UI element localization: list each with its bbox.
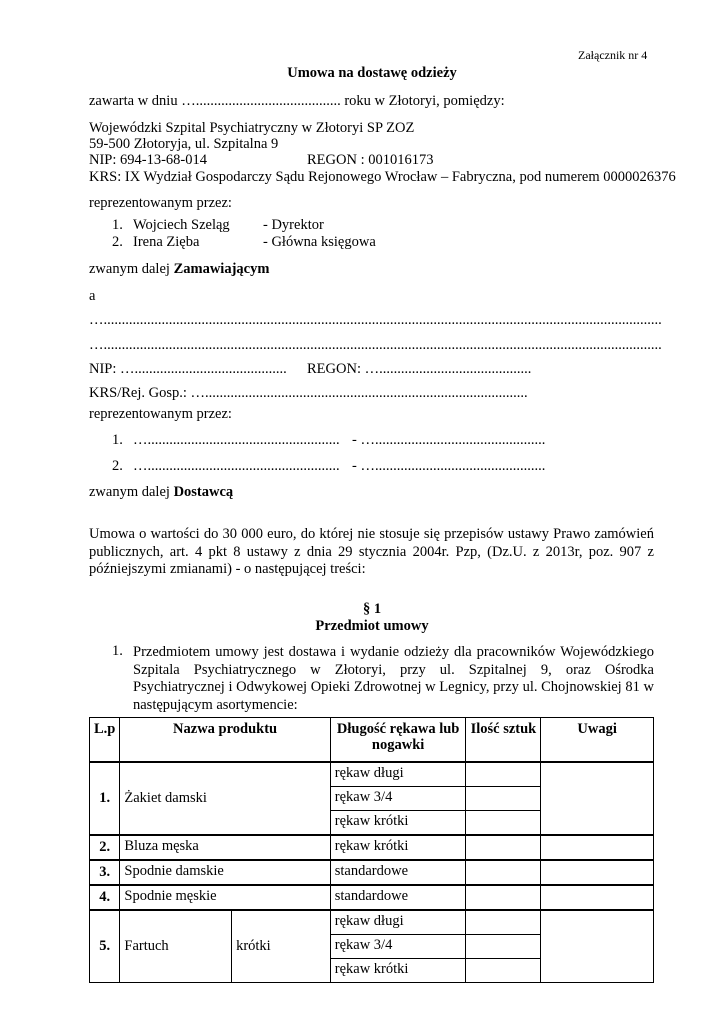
party2-rep-num: 1. xyxy=(112,432,123,448)
party1-address: 59-500 Złotoryja, ul. Szpitalna 9 xyxy=(89,136,279,152)
row-variant: standardowe xyxy=(330,860,466,885)
row-product-name: Spodnie męskie xyxy=(120,885,330,910)
party1-rep-role: - Główna księgowa xyxy=(263,234,376,250)
quantity-cell[interactable] xyxy=(466,935,541,959)
party2-nip: NIP: ….......................................... xyxy=(89,361,287,377)
party2-called xyxy=(89,485,233,501)
row-product-name: Fartuch xyxy=(120,910,232,983)
row-product-name: Żakiet damski xyxy=(120,762,330,835)
header-notes: Uwagi xyxy=(541,718,654,763)
row-lp: 5. xyxy=(90,910,120,983)
row-variant: rękaw krótki xyxy=(330,959,466,983)
row-lp: 2. xyxy=(90,835,120,860)
row-product-name: Bluza męska xyxy=(120,835,330,860)
row-variant: rękaw długi xyxy=(330,910,466,935)
notes-cell[interactable] xyxy=(541,835,654,860)
party2-rep-role: - …............................................... xyxy=(352,458,546,474)
party1-called xyxy=(89,262,269,278)
table-row xyxy=(90,835,654,860)
row-product-subtype: krótki xyxy=(232,910,331,983)
row-variant: rękaw 3/4 xyxy=(330,787,466,811)
party1-rep-num: 2. xyxy=(112,234,123,250)
party1-represented: reprezentowanym przez: xyxy=(89,195,232,211)
header-lp: L.p xyxy=(90,718,120,763)
annex-label: Załącznik nr 4 xyxy=(578,48,648,62)
row-variant: rękaw długi xyxy=(330,762,466,787)
row-lp: 1. xyxy=(90,762,120,835)
party2-rep-role: - …............................................... xyxy=(352,432,546,448)
document-title: Umowa na dostawę odzieży xyxy=(287,65,457,81)
header-product-name: Nazwa produktu xyxy=(120,718,330,763)
point-text: Przedmiotem umowy jest dostawa i wydanie odzieży dla pracowników Wojewódzkiego Szpitala Psychiatrycznego w Złotoryi, przy ul. Szpitalnej 9, oraz Ośrodka Psychiatrycznej i Odwykowej Opieki Zdrowotnej w Legnicy, przy ul. Chojnowskiej 81 w następującym asortymencie: xyxy=(133,644,654,714)
called-prefix: zwanym dalej xyxy=(89,261,174,277)
section-number: § 1 xyxy=(362,601,382,617)
party1-nip: NIP: 694-13-68-014 xyxy=(89,152,208,168)
product-table xyxy=(89,717,654,983)
quantity-cell[interactable] xyxy=(466,787,541,811)
conjunction: a xyxy=(89,288,96,304)
party2-rep-name: …..................................................... xyxy=(133,458,340,474)
row-variant: rękaw krótki xyxy=(330,835,466,860)
party2-address-line: ….......................................................................................................................................................... xyxy=(89,337,662,353)
party1-rep-name: Wojciech Szeląg xyxy=(133,217,230,233)
contract-intro: zawarta w dniu …........................................ roku w Złotoryi, pomiędzy: xyxy=(89,93,505,109)
row-product-name: Spodnie damskie xyxy=(120,860,330,885)
notes-cell[interactable] xyxy=(541,762,654,835)
party1-rep-name: Irena Zięba xyxy=(133,234,200,250)
quantity-cell[interactable] xyxy=(466,811,541,836)
notes-cell[interactable] xyxy=(541,860,654,885)
party2-rep-name: …..................................................... xyxy=(133,432,340,448)
party1-rep-num: 1. xyxy=(112,217,123,233)
party2-rep-num: 2. xyxy=(112,458,123,474)
ordering-party-term: Zamawiającym xyxy=(173,261,270,277)
table-row xyxy=(90,885,654,910)
quantity-cell[interactable] xyxy=(466,860,541,885)
header-length: Długość rękawa lub nogawki xyxy=(330,718,466,763)
quantity-cell[interactable] xyxy=(466,910,541,935)
header-quantity: Ilość sztuk xyxy=(466,718,541,763)
party2-represented: reprezentowanym przez: xyxy=(89,406,232,422)
notes-cell[interactable] xyxy=(541,885,654,910)
quantity-cell[interactable] xyxy=(466,959,541,983)
party2-regon: REGON: ….......................................... xyxy=(307,361,532,377)
called-prefix: zwanym dalej xyxy=(89,484,174,500)
row-variant: standardowe xyxy=(330,885,466,910)
point-number: 1. xyxy=(112,643,123,659)
table-row xyxy=(90,910,654,935)
row-variant: rękaw krótki xyxy=(330,811,466,836)
preamble: Umowa o wartości do 30 000 euro, do której nie stosuje się przepisów ustawy Prawo zamówień publicznych, art. 4 pkt 8 ustawy z dnia 29 stycznia 2004r. Pzp, (Dz.U. z 2013r, poz. 907 z późniejszymi zmianami) - o następującej treści: xyxy=(89,526,654,578)
party1-regon: REGON : 001016173 xyxy=(307,152,434,168)
section-title: Przedmiot umowy xyxy=(315,618,429,634)
table-row xyxy=(90,762,654,787)
quantity-cell[interactable] xyxy=(466,835,541,860)
party1-rep-role: - Dyrektor xyxy=(263,217,324,233)
row-lp: 4. xyxy=(90,885,120,910)
quantity-cell[interactable] xyxy=(466,762,541,787)
row-lp: 3. xyxy=(90,860,120,885)
party2-name-line: ….......................................................................................................................................................... xyxy=(89,312,662,328)
table-header-row xyxy=(90,718,654,763)
table-row xyxy=(90,860,654,885)
quantity-cell[interactable] xyxy=(466,885,541,910)
supplier-term: Dostawcą xyxy=(173,484,234,500)
party1-name: Wojewódzki Szpital Psychiatryczny w Złotoryi SP ZOZ xyxy=(89,120,415,136)
party1-krs: KRS: IX Wydział Gospodarczy Sądu Rejonowego Wrocław – Fabryczna, pod numerem 0000026376 xyxy=(89,169,676,185)
notes-cell[interactable] xyxy=(541,910,654,983)
party2-krs: KRS/Rej. Gosp.: …......................................................................................... xyxy=(89,385,528,401)
row-variant: rękaw 3/4 xyxy=(330,935,466,959)
